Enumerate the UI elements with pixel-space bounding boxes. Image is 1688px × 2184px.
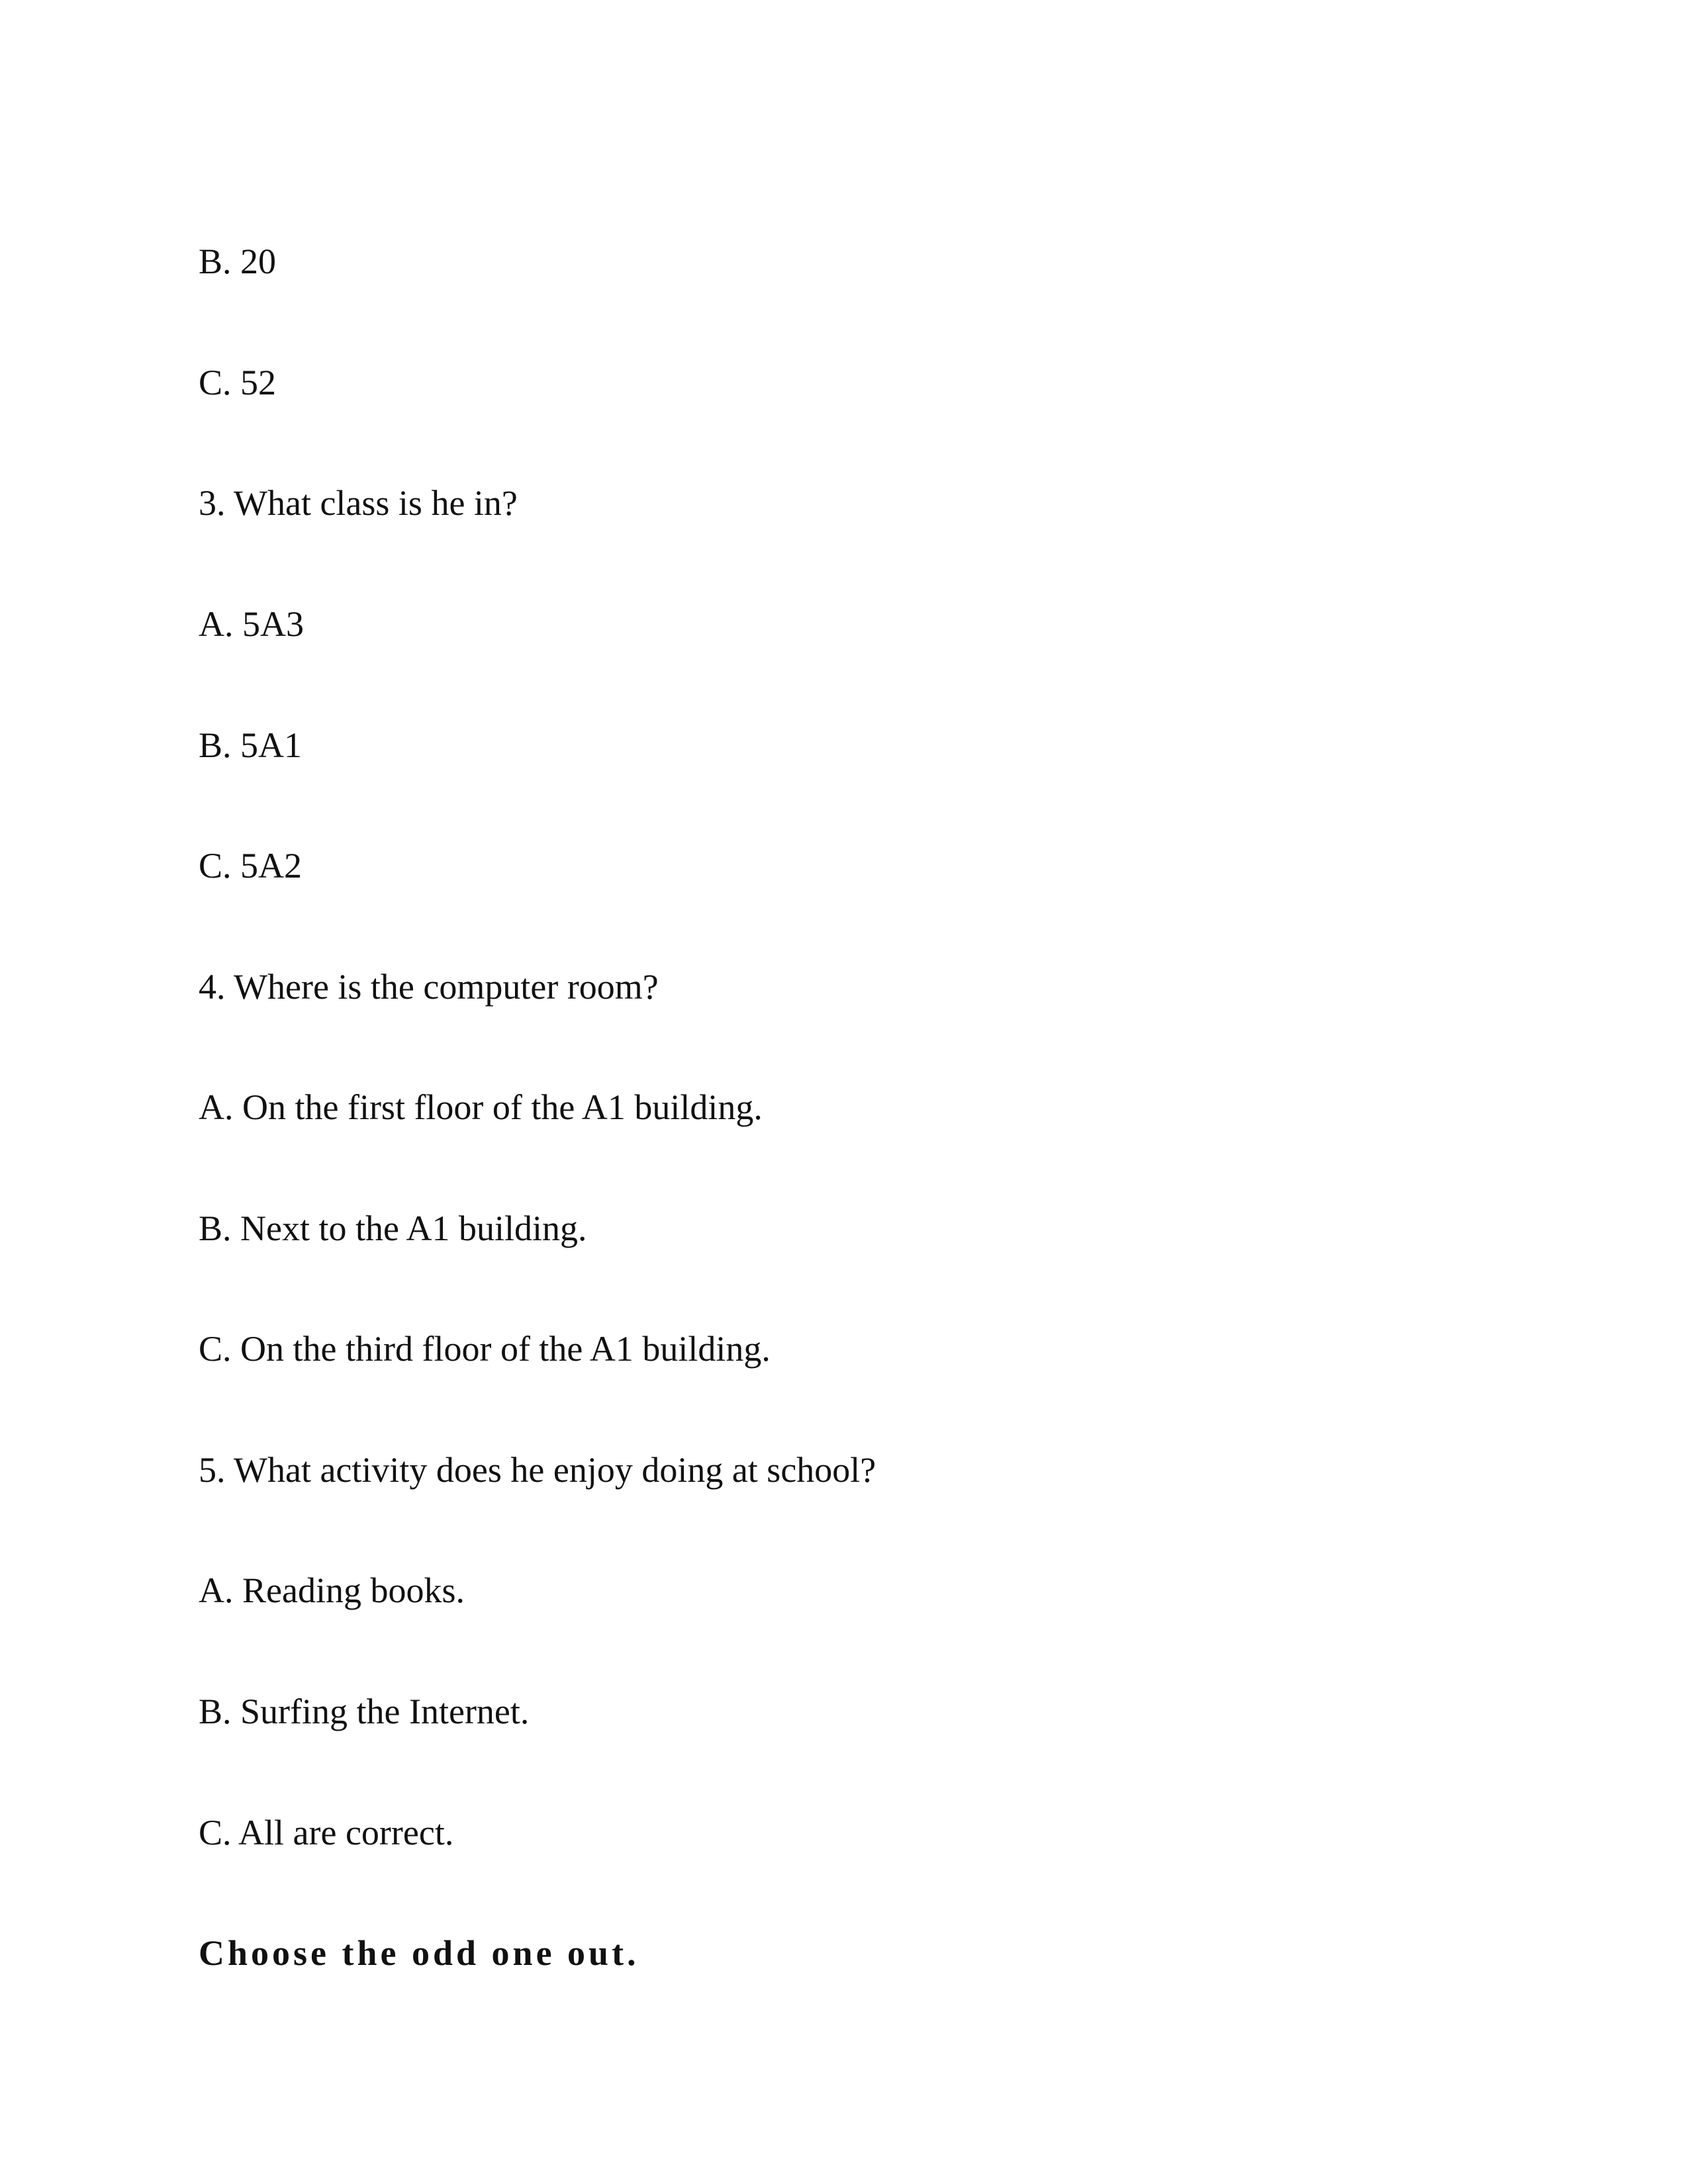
option-b-q2: B. 20 <box>199 242 277 281</box>
question-4: 4. Where is the computer room? <box>199 967 659 1007</box>
option-c-q4: C. On the third floor of the A1 building. <box>199 1329 771 1369</box>
option-a-q4: A. On the first floor of the A1 building. <box>199 1087 763 1127</box>
option-b-q5: B. Surfing the Internet. <box>199 1692 530 1731</box>
option-c-q5: C. All are correct. <box>199 1813 454 1852</box>
option-c-q3: C. 5A2 <box>199 846 303 886</box>
option-a-q5: A. Reading books. <box>199 1570 465 1610</box>
option-c-q2: C. 52 <box>199 363 277 402</box>
option-b-q4: B. Next to the A1 building. <box>199 1208 587 1248</box>
section-heading: Choose the odd one out. <box>199 1933 639 1973</box>
question-5: 5. What activity does he enjoy doing at school? <box>199 1450 876 1490</box>
option-b-q3: B. 5A1 <box>199 725 303 765</box>
question-3: 3. What class is he in? <box>199 483 518 523</box>
option-a-q3: A. 5A3 <box>199 604 304 644</box>
